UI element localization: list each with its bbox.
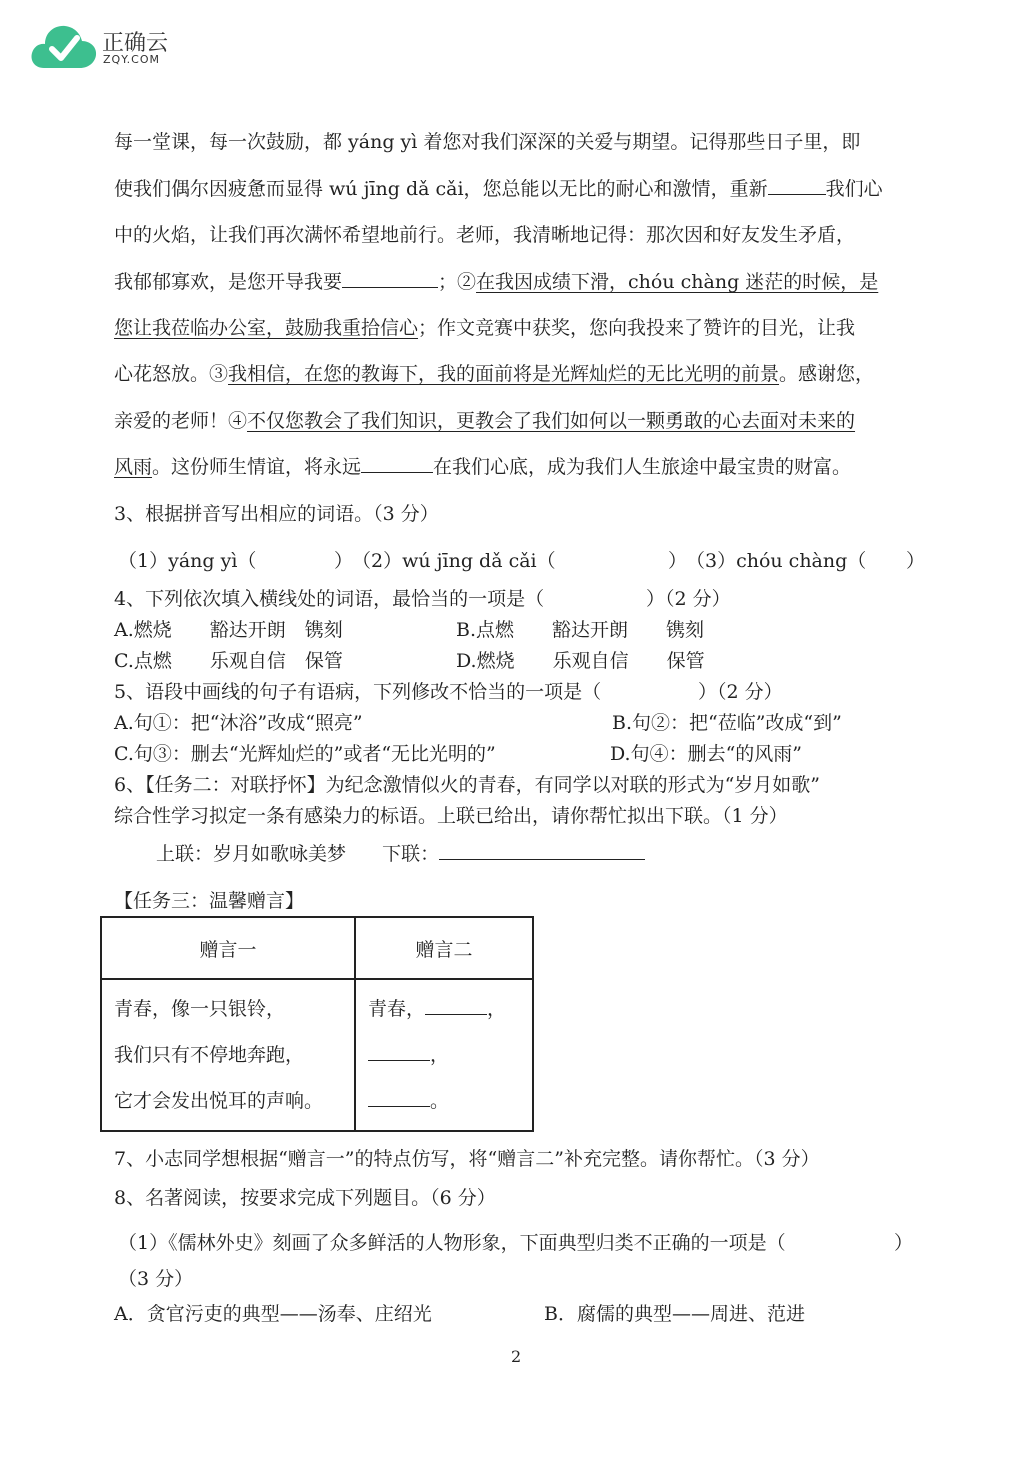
q6-couplet xyxy=(156,839,645,866)
underlined-sentence-4: 不仅您教会了我们知识，更教会了我们如何以一颗勇敢的心去面对未来的 xyxy=(247,410,856,432)
gift-two xyxy=(355,979,533,1131)
q4-option-c: C.点燃 乐观自信 保管 xyxy=(114,650,343,672)
q4-option-d: D.燃烧 乐观自信 保管 xyxy=(456,650,705,672)
q6-line-1: 6、【任务二：对联抒怀】为纪念激情似火的青春，有同学以对联的形式为“岁月如歌” xyxy=(114,774,821,796)
gift-two-line-1: 青春， ， xyxy=(368,998,507,1020)
passage-line-3: 中的火焰，让我们再次满怀希望地前行。老师，我清晰地记得：那次因和好友发生矛盾， xyxy=(114,224,856,246)
underlined-sentence-4-cont: 风雨 xyxy=(114,456,153,478)
gift-header-2: 赠言二 xyxy=(355,917,533,979)
gift-two-blank-3 xyxy=(368,1088,430,1107)
q3-p3: （3）chóu chàng（ xyxy=(686,550,867,572)
upper-couplet: 上联：岁月如歌咏美梦 xyxy=(156,843,347,865)
q5-option-a: A.句①：把“沐浴”改成“照亮” xyxy=(114,712,363,734)
lower-couplet-label: 下联： xyxy=(382,843,440,865)
q3-p2: （2）wú jīng dǎ cǎi（ xyxy=(352,550,556,572)
passage-line-4: 我郁郁寡欢，是您开导我要 ；②在我因成绩下滑，chóu chàng 迷茫的时候，是 xyxy=(114,271,879,293)
q8-sub1-score: （3 分） xyxy=(118,1268,194,1290)
q3-p1: （1）yáng yì（ xyxy=(118,550,257,572)
cloud-check-icon xyxy=(30,22,98,72)
gift-one xyxy=(101,979,355,1131)
q5-option-d: D.句④：删去“的风雨” xyxy=(610,743,803,765)
gift-header-1: 赠言一 xyxy=(101,917,355,979)
blank-2 xyxy=(342,269,438,288)
q5-option-b: B.句②：把“莅临”改成“到” xyxy=(612,712,842,734)
task3-title: 【任务三：温馨赠言】 xyxy=(114,890,305,912)
q4-score: ）（2 分） xyxy=(646,588,731,610)
q7-text: 7、小志同学想根据“赠言一”的特点仿写，将“赠言二”补充完整。请你帮忙。（3 分） xyxy=(114,1148,820,1170)
q5-title: 5、语段中画线的句子有语病，下列修改不恰当的一项是（ xyxy=(114,681,602,703)
gift-two-blank-1 xyxy=(425,996,487,1015)
gift-one-line-1: 青春，像一只银铃， xyxy=(114,998,286,1020)
underlined-sentence-3: 我相信，在您的教诲下，我的面前将是光辉灿烂的无比光明的前景 xyxy=(228,363,780,385)
blank-3 xyxy=(361,454,433,473)
passage-line-8: 风雨。这份师生情谊，将永远 在我们心底，成为我们人生旅途中最宝贵的财富。 xyxy=(114,456,852,478)
q5-score: ）（2 分） xyxy=(698,681,783,703)
q3-p3-close: ） xyxy=(906,550,926,572)
brand-domain: ZQY.COM xyxy=(103,53,161,66)
passage-line-7: 亲爱的老师！④不仅您教会了我们知识，更教会了我们如何以一颗勇敢的心去面对未来的 xyxy=(114,410,856,432)
passage-line-2: 使我们偶尔因疲惫而显得 wú jīng dǎ cǎi，您总能以无比的耐心和激情，重新 我们心 xyxy=(114,178,883,200)
q3-p1-close: ） xyxy=(334,550,354,572)
gift-two-line-2: ， xyxy=(368,1032,520,1078)
page-number: 2 xyxy=(511,1347,522,1366)
q4-option-b: B.点燃 豁达开朗 镌刻 xyxy=(456,619,705,641)
q6-line-2: 综合性学习拟定一条有感染力的标语。上联已给出，请你帮忙拟出下联。（1 分） xyxy=(114,805,788,827)
q4-title: 4、下列依次填入横线处的词语，最恰当的一项是（ xyxy=(114,588,545,610)
q5-option-c: C.句③：删去“光辉灿烂的”或者“无比光明的” xyxy=(114,743,496,765)
blank-1 xyxy=(768,176,826,195)
gift-two-line-3: 。 xyxy=(368,1078,520,1124)
q8-sub1: （1）《儒林外史》刻画了众多鲜活的人物形象，下面典型归类不正确的一项是（ xyxy=(118,1232,786,1254)
q8-title: 8、名著阅读，按要求完成下列题目。（6 分） xyxy=(114,1187,496,1209)
gift-two-blank-2 xyxy=(368,1042,430,1061)
brand-name: 正确云 xyxy=(102,31,169,56)
brand-logo xyxy=(30,22,180,74)
q8-option-a: A．贪官污吏的典型——汤奉、庄绍光 xyxy=(114,1303,432,1325)
passage-line-6: 心花怒放。③我相信，在您的教诲下，我的面前将是光辉灿烂的无比光明的前景。感谢您， xyxy=(114,363,875,385)
q4-option-a: A.燃烧 豁达开朗 镌刻 xyxy=(114,619,343,641)
passage-line-1: 每一堂课，每一次鼓励，都 yáng yì 着您对我们深深的关爱与期望。记得那些日子里，即 xyxy=(114,131,861,153)
q8-sub1-close: ） xyxy=(894,1232,914,1254)
passage-line-5: 您让我莅临办公室，鼓励我重拾信心；作文竞赛中获奖，您向我投来了赞许的目光，让我 xyxy=(114,317,856,339)
gift-one-line-3: 它才会发出悦耳的声响。 xyxy=(114,1090,324,1112)
underlined-sentence-2: 在我因成绩下滑，chóu chàng 迷茫的时候，是 xyxy=(476,271,879,293)
gift-table xyxy=(100,916,534,1132)
q3-title: 3、根据拼音写出相应的词语。（3 分） xyxy=(114,503,439,525)
underlined-sentence-2-cont: 您让我莅临办公室，鼓励我重拾信心 xyxy=(114,317,419,339)
gift-one-line-2: 我们只有不停地奔跑， xyxy=(114,1044,305,1066)
lower-couplet-blank xyxy=(439,841,645,860)
q3-p2-close: ） xyxy=(668,550,688,572)
q8-option-b: B．腐儒的典型——周进、范进 xyxy=(544,1303,805,1325)
